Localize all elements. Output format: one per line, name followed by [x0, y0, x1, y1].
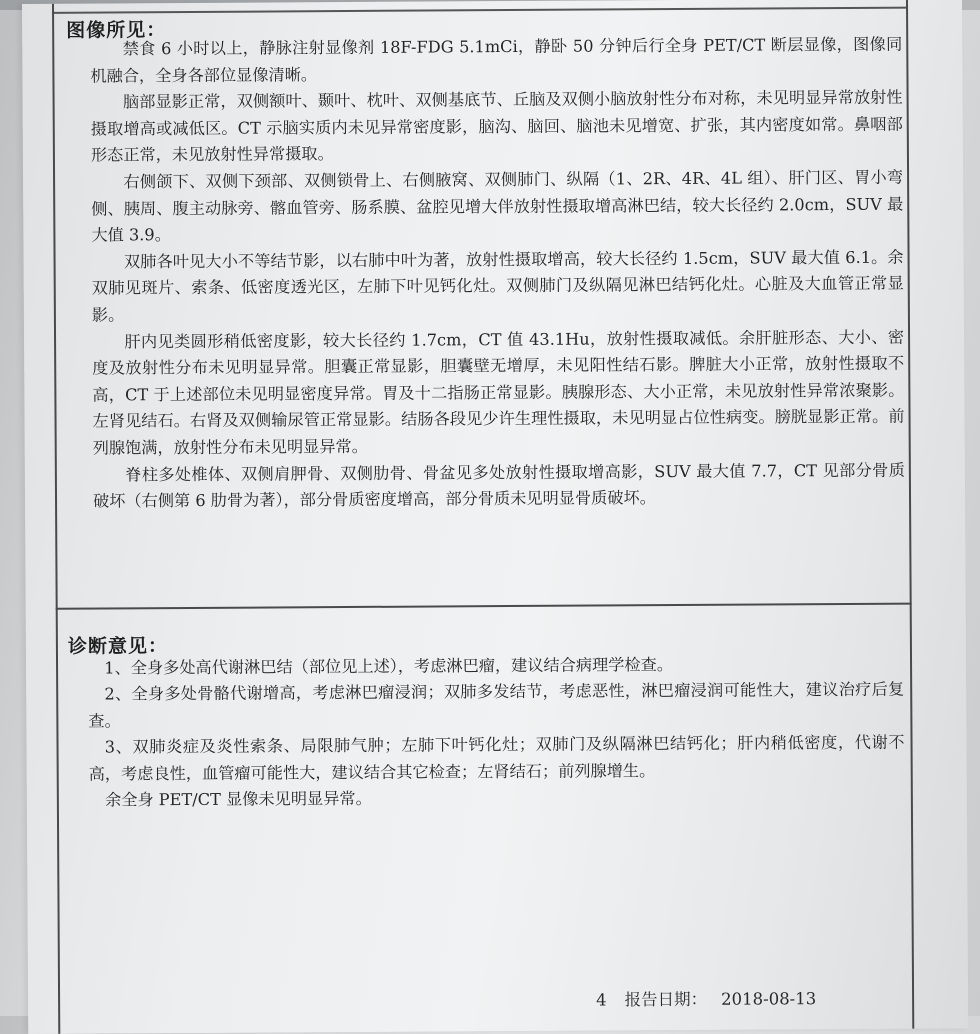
- findings-section: [90, 32, 905, 516]
- diagnosis-item-1: 1、全身多处高代谢淋巴结（部位见上述），考虑淋巴瘤，建议结合病理学检查。: [104, 655, 674, 678]
- findings-paragraph-bones: 脊柱多处椎体、双侧肩胛骨、双侧肋骨、骨盆见多处放射性摄取增高影，SUV 最大值 7.7，CT 见部分骨质破坏（右侧第 6 肋骨为著），部分骨质密度增高，部分骨质未见明显骨质破坏。: [92, 460, 905, 511]
- report-sheet: [22, 0, 968, 1034]
- footer-page-mark: 4: [596, 990, 607, 1010]
- findings-paragraph-lungs: 双肺各叶见大小不等结节影，以右肺中叶为著，放射性摄取增高，较大长径约 1.5cm，SUV 最大值 6.1。余双肺见斑片、索条、低密度透光区，左肺下叶见钙化灶。双侧肺门及纵隔见淋巴结钙化灶。心脏及大血管正常显影。: [91, 247, 904, 325]
- report-date-value: 2018-08-13: [721, 989, 817, 1009]
- right-border-line: [906, 0, 914, 1029]
- top-border-line: [52, 7, 908, 14]
- findings-paragraph-brain: 脑部显影正常，双侧额叶、颞叶、枕叶、双侧基底节、丘脑及双侧小脑放射性分布对称，未见明显异常放射性摄取增高或减低区。CT 示脑实质内未见异常密度影，脑沟、脑回、脑池未见增宽、扩张，其内密度如常。鼻咽部形态正常，未见放射性异常摄取。: [90, 87, 903, 165]
- findings-paragraph-abdomen: 肝内见类圆形稍低密度影，较大长径约 1.7cm，CT 值 43.1Hu，放射性摄取减低。余肝脏形态、大小、密度及放射性分布未见明显异常。胆囊正常显影，胆囊壁无增厚，未见阳性结石影。脾脏大小正常，放射性摄取不高，CT 于上述部位未见明显密度异常。胃及十二指肠正常显影。胰腺形态、大小正常，未见放射性异常浓聚影。左肾见结石。右肾及双侧输尿管正常显影。结肠各段见少许生理性摄取，未见明显占位性病变。膀胱显影正常。前列腺饱满，放射性分布未见明显异常。: [92, 327, 905, 458]
- diagnosis-item-3: 3、双肺炎症及炎性索条、局限肺气肿；左肺下叶钙化灶；双肺门及纵隔淋巴结钙化；肝内稍低密度，代谢不高，考虑良性，血管瘤可能性大，建议结合其它检查；左肾结石；前列腺增生。: [88, 732, 905, 784]
- findings-heading: 图像所见：: [66, 19, 167, 42]
- diagnosis-summary: 余全身 PET/CT 显像未见明显异常。: [104, 788, 372, 810]
- report-date-label: 报告日期：: [624, 989, 708, 1010]
- findings-paragraph-scan: 禁食 6 小时以上，静脉注射显像剂 18F-FDG 5.1mCi，静卧 50 分钟后行全身 PET/CT 断层显像，图像同机融合，全身各部位显像清晰。: [90, 34, 903, 86]
- diagnosis-section: [88, 651, 905, 814]
- diagnosis-heading: 诊断意见：: [67, 635, 169, 658]
- diagnosis-item-2: 2、全身多处骨骼代谢增高，考虑淋巴瘤浸润；双肺多发结节，考虑恶性，淋巴瘤浸润可能性大，建议治疗后复查。: [88, 680, 905, 731]
- findings-paragraph-lymph-nodes: 右侧颌下、双侧下颈部、双侧锁骨上、右侧腋窝、双侧肺门、纵隔（1、2R、4R、4L 组）、肝门区、胃小弯侧、胰周、腹主动脉旁、髂血管旁、肠系膜、盆腔见增大伴放射性摄取增高淋巴结，较大长径约 2.0cm，SUV 最大值 3.9。: [91, 167, 904, 245]
- report-footer: [596, 985, 816, 1010]
- section-divider-line: [56, 603, 912, 610]
- left-border-line: [52, 4, 60, 1034]
